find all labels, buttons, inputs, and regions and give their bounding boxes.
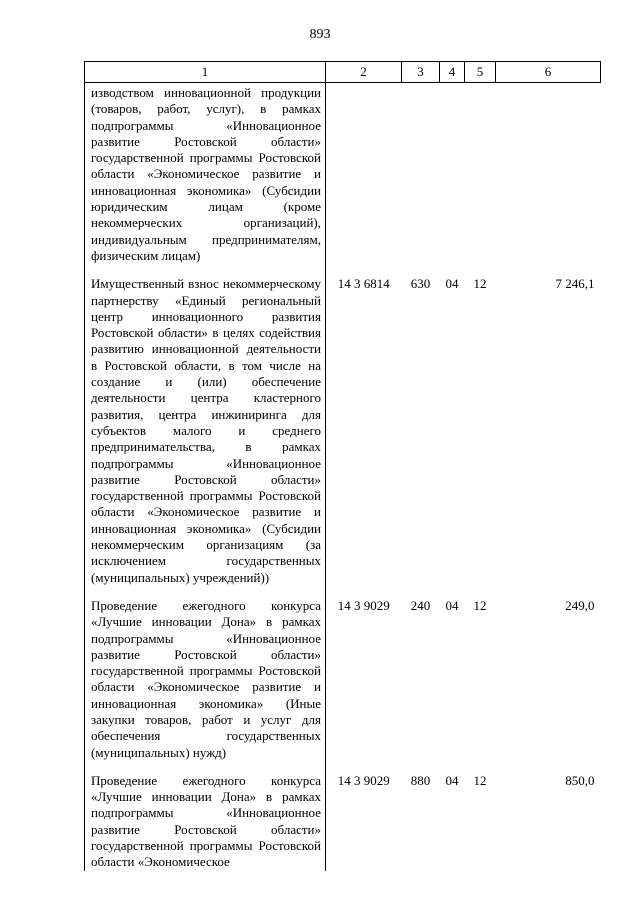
table-row (85, 83, 601, 265)
column-header-4: 4 (440, 62, 465, 83)
row-section: 04 (445, 597, 459, 613)
row-expense-type: 630 (410, 276, 431, 292)
row-target-article (326, 83, 402, 265)
table-header-row (85, 62, 601, 83)
row-expense-type (402, 83, 440, 265)
row-section: 04 (445, 276, 459, 292)
row-description: Имущественный взнос некоммерческому партнерству «Единый региональный центр инновационного развития Ростовской области» в целях содействия развитию инновационной деятельности в Ростовской области, в том числе на создание и (или) обеспечение деятельности центра кластерного развития, центра инжиниринга для субъектов малого и среднего предпринимательства, в рамках подпрограммы «Инновационное развитие Ростовской области» государственной программы Ростовской области «Экономическое развитие и инновационная экономика» (Субсидии некоммерческим организациям (за исключением государственных (муниципальных) учреждений)) (85, 264, 326, 586)
row-description: изводством инновационной продукции (товаров, работ, услуг), в рамках подпрограммы «Инновационное развитие Ростовской области» государственной программы Ростовской области «Экономическое развитие и инновационная экономика» (Субсидии юридическим лицам (кроме некоммерческих организаций), индивидуальным предпринимателям, физическим лицам) (85, 83, 326, 265)
column-header-3: 3 (402, 62, 440, 83)
row-section: 04 (445, 772, 459, 788)
row-target-article: 14 3 9029 (337, 772, 390, 788)
row-expense-type: 240 (410, 597, 431, 613)
row-target-article: 14 3 6814 (337, 276, 390, 292)
row-amount: 850,0 (565, 772, 595, 788)
row-expense-type: 880 (410, 772, 431, 788)
row-subsection: 12 (473, 597, 487, 613)
row-description: Проведение ежегодного конкурса «Лучшие инновации Дона» в рамках подпрограммы «Инновационное развитие Ростовской области» государственной программы Ростовской области «Экономическое (85, 761, 326, 871)
table-row (85, 264, 601, 586)
table-row (85, 761, 601, 871)
column-header-5: 5 (465, 62, 496, 83)
row-subsection: 12 (473, 772, 487, 788)
row-description: Проведение ежегодного конкурса «Лучшие инновации Дона» в рамках подпрограммы «Инновационное развитие Ростовской области» государственной программы Ростовской области «Экономическое развитие и инновационная экономика» (Иные закупки товаров, работ и услуг для обеспечения государственных (муниципальных) нужд) (85, 586, 326, 761)
row-subsection (465, 83, 496, 265)
row-target-article: 14 3 9029 (337, 597, 390, 613)
budget-table (84, 61, 601, 871)
row-amount: 7 246,1 (555, 276, 595, 292)
row-amount: 249,0 (565, 597, 595, 613)
column-header-2: 2 (326, 62, 402, 83)
column-header-6: 6 (496, 62, 601, 83)
row-section (440, 83, 465, 265)
row-amount (496, 83, 601, 265)
row-subsection: 12 (473, 276, 487, 292)
page-number: 893 (309, 27, 331, 42)
table-row (85, 586, 601, 761)
column-header-1: 1 (85, 62, 326, 83)
